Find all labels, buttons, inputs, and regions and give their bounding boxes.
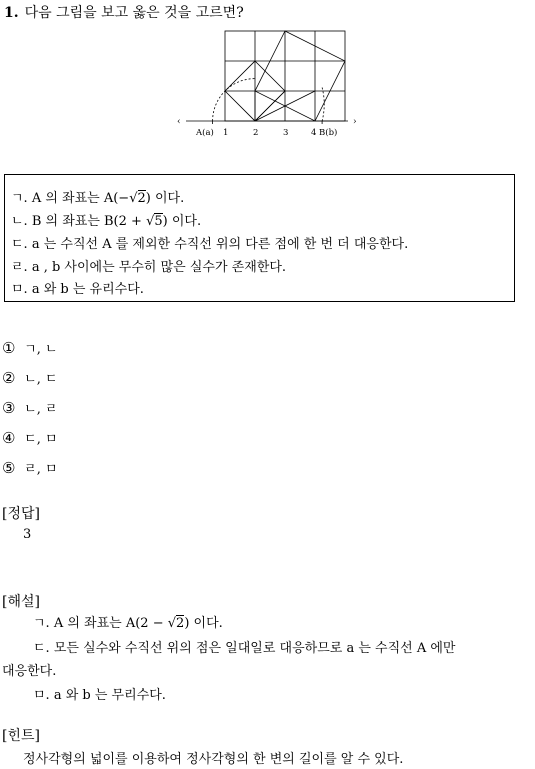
choice-2[interactable] [2,368,58,387]
tick-label-1: 1 [223,128,229,138]
tick-label-2: 2 [253,128,259,138]
choice-5[interactable] [2,458,58,477]
hint-heading: [힌트] [2,728,40,744]
statement-3: ㄷ. a 는 수직선 A 를 제외한 수직선 위의 다른 점에 한 번 더 대응한다. [11,237,409,252]
explanation-line-1: ㄱ. A 의 좌표는 A(2 − √2) 이다. [33,616,223,631]
explanation-line-4: ㅁ. a 와 b 는 무리수다. [33,688,166,703]
choice-mark: ① [2,339,16,357]
label-b: B(b) [319,128,338,138]
choice-text: ㄹ, ㅁ [24,462,58,477]
choice-text: ㄴ, ㄷ [24,372,58,387]
choice-text: ㄷ, ㅁ [24,432,58,447]
choice-mark: ③ [2,399,16,417]
choice-text: ㄴ, ㄹ [24,402,58,417]
answer-value: 3 [23,527,32,542]
arrow-left-icon: ‹ [177,117,181,127]
explanation-heading: [해설] [2,594,40,610]
sqrt-icon: √ [167,616,177,631]
number-line-figure [172,28,362,143]
hint-text: 정사각형의 넓이를 이용하여 정사각형의 한 변의 길이를 알 수 있다. [23,752,404,767]
statement-2: ㄴ. B 의 좌표는 B(2 + √5) 이다. [11,214,202,229]
statement-1: ㄱ. A 의 좌표는 A(−√2) 이다. [11,191,185,206]
statement-5: ㅁ. a 와 b 는 유리수다. [11,282,144,297]
question-number: 1. [4,5,19,21]
tick-label-3: 3 [283,128,289,138]
question-text: 다음 그림을 보고 옳은 것을 고르면? [24,5,244,21]
label-a: A(a) [196,128,214,138]
choice-1[interactable] [2,338,58,357]
tick-label-4: 4 [311,128,317,138]
answer-heading: [정답] [2,506,40,522]
choice-mark: ② [2,369,16,387]
question-title [4,2,244,22]
choice-4[interactable] [2,428,58,447]
sqrt-icon: √ [146,214,155,229]
figure-line [255,91,285,121]
explanation-line-2: ㄷ. 모든 실수와 수직선 위의 점은 일대일로 대응하므로 a 는 수직선 A 에만 [33,641,456,656]
choice-text: ㄱ, ㄴ [24,342,58,357]
sqrt-icon: √ [129,191,138,206]
choice-mark: ④ [2,429,16,447]
choice-3[interactable] [2,398,58,417]
explanation-line-3: 대응한다. [2,664,57,679]
statements-box [4,174,515,302]
statement-4: ㄹ. a , b 사이에는 무수히 많은 실수가 존재한다. [11,260,287,275]
choice-mark: ⑤ [2,459,16,477]
arrow-right-icon: › [353,117,357,127]
